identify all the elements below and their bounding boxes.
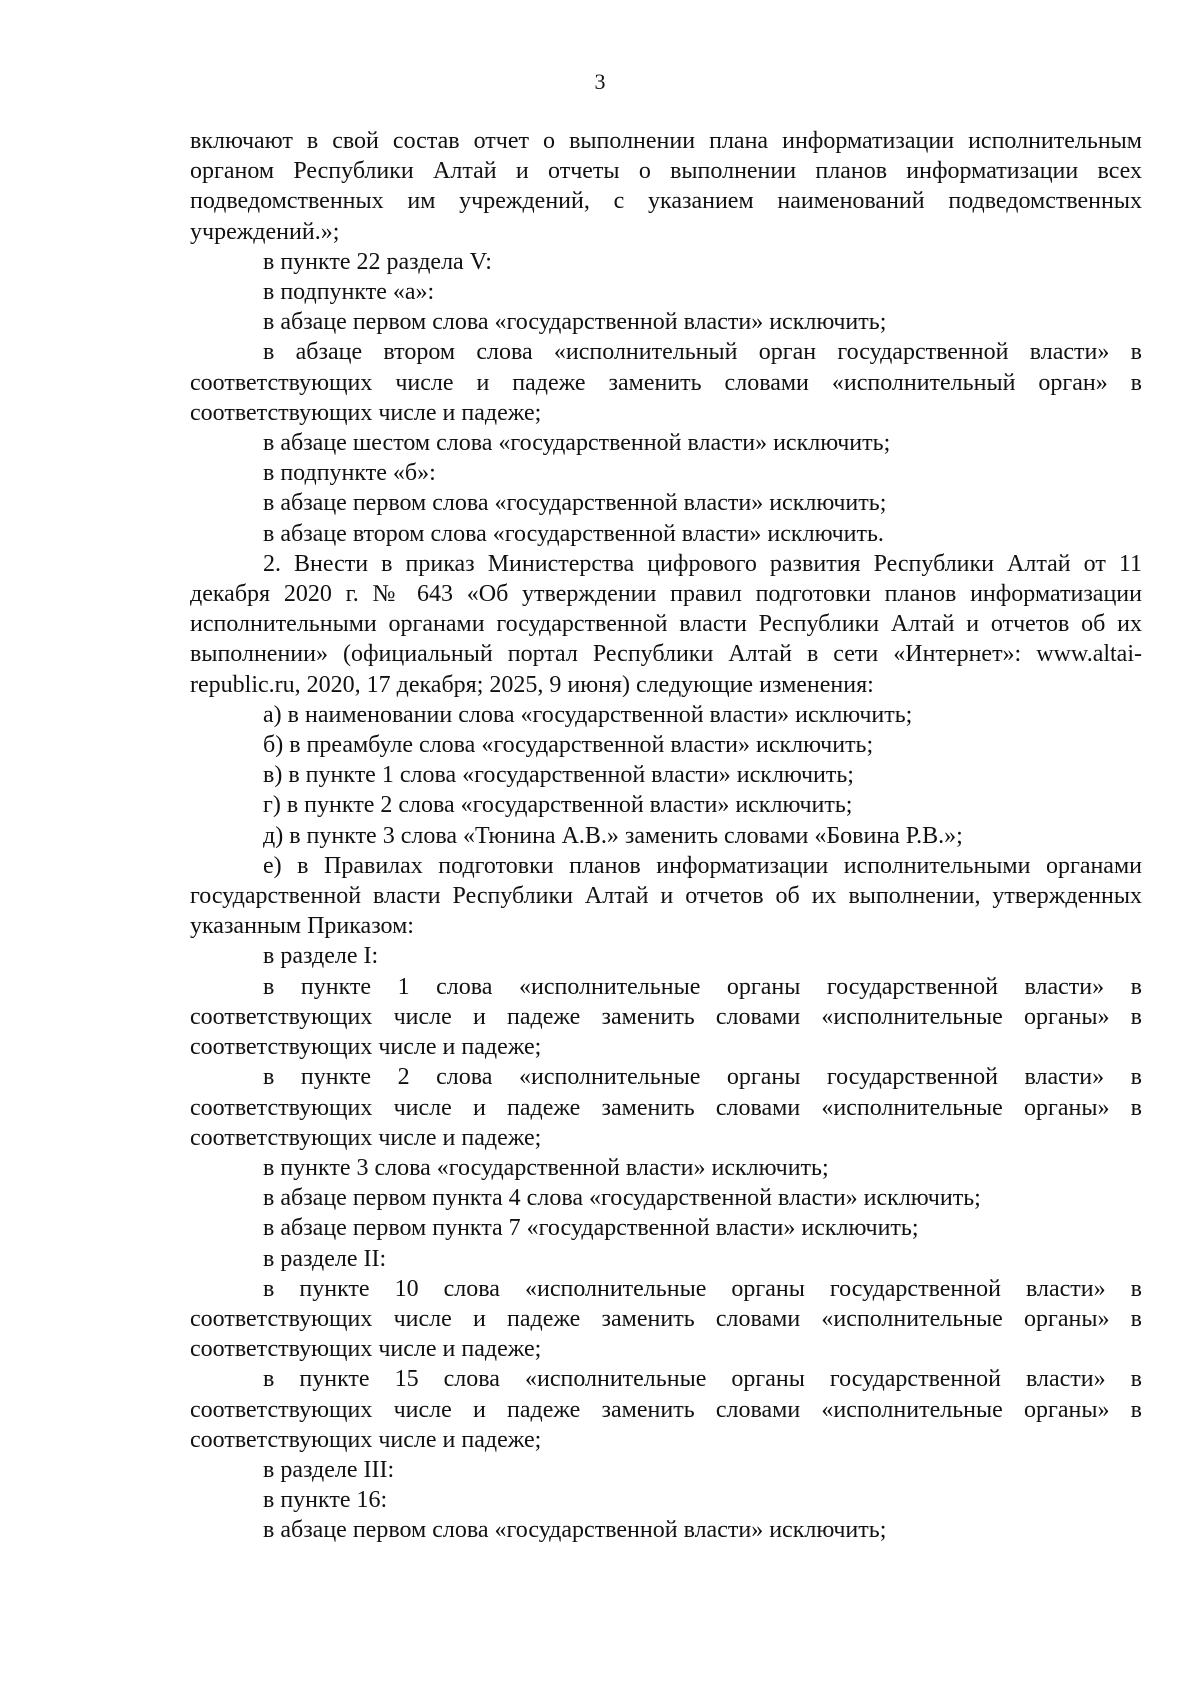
- paragraph: в абзаце первом пункта 7 «государственной власти» исключить;: [263, 1215, 919, 1242]
- paragraph: д) в пункте 3 слова «Тюнина А.В.» заменить словами «Бовина Р.В.»;: [263, 822, 963, 849]
- paragraph: в пункте 3 слова «государственной власти» исключить;: [263, 1154, 829, 1181]
- paragraph: включают в свой состав отчет о выполнении плана информатизации исполнительным органом Республики Алтай и отчеты о выполнении планов информатизации всех подведомственных им учреждений, с указанием наименований подведомственных учреждений.»;: [190, 128, 1142, 245]
- paragraph: в пункте 1 слова «исполнительные органы государственной власти» в соответствующих числе и падеже заменить словами «исполнительные органы» в соответствующих числе и падеже;: [190, 973, 1142, 1061]
- paragraph: е) в Правилах подготовки планов информатизации исполнительными органами государственной власти Республики Алтай и отчетов об их выполнении, утвержденных указанным Приказом:: [190, 852, 1142, 940]
- paragraph: в абзаце втором слова «государственной власти» исключить.: [263, 520, 884, 547]
- paragraph: в пункте 10 слова «исполнительные органы государственной власти» в соответствующих числе и падеже заменить словами «исполнительные органы» в соответствующих числе и падеже;: [190, 1275, 1142, 1363]
- paragraph: в) в пункте 1 слова «государственной власти» исключить;: [263, 762, 854, 789]
- paragraph: в абзаце первом слова «государственной власти» исключить;: [263, 490, 887, 517]
- paragraph: в пункте 2 слова «исполнительные органы государственной власти» в соответствующих числе и падеже заменить словами «исполнительные органы» в соответствующих числе и падеже;: [190, 1064, 1142, 1151]
- paragraph: в абзаце первом пункта 4 слова «государственной власти» исключить;: [263, 1185, 981, 1212]
- paragraph: в разделе I:: [263, 943, 379, 970]
- paragraph: в пункте 16:: [263, 1487, 388, 1514]
- paragraph: в разделе III:: [263, 1456, 395, 1483]
- paragraph: в подпункте «а»:: [263, 279, 435, 306]
- paragraph: б) в преамбуле слова «государственной власти» исключить;: [263, 732, 874, 759]
- page-number: 3: [594, 69, 606, 94]
- document-body: [190, 126, 1142, 1546]
- paragraph: в абзаце шестом слова «государственной власти» исключить;: [263, 430, 891, 457]
- paragraph: в разделе II:: [263, 1245, 387, 1272]
- paragraph: в подпункте «б»:: [263, 460, 436, 487]
- paragraph: в абзаце первом слова «государственной власти» исключить;: [263, 309, 887, 336]
- paragraph: в абзаце первом слова «государственной власти» исключить;: [263, 1517, 887, 1544]
- paragraph: в абзаце втором слова «исполнительный орган государственной власти» в соответствующих числе и падеже заменить словами «исполнительный орган» в соответствующих числе и падеже;: [190, 339, 1142, 426]
- paragraph: в пункте 15 слова «исполнительные органы государственной власти» в соответствующих числе и падеже заменить словами «исполнительные органы» в соответствующих числе и падеже;: [190, 1366, 1142, 1453]
- paragraph: в пункте 22 раздела V:: [263, 248, 492, 275]
- paragraph: а) в наименовании слова «государственной власти» исключить;: [263, 701, 913, 728]
- paragraph: г) в пункте 2 слова «государственной власти» исключить;: [263, 792, 853, 819]
- paragraph: 2. Внести в приказ Министерства цифрового развития Республики Алтай от 11 декабря 2020 г. № 643 «Об утверждении правил подготовки планов информатизации исполнительными органами государственной власти Республики Алтай и отчетов об их выполнении» (официальный портал Республики Алтай в сети «Интернет»: www.altai-republic.ru, 2020, 17 декабря; 2025, 9 июня) следующие изменения:: [190, 550, 1142, 698]
